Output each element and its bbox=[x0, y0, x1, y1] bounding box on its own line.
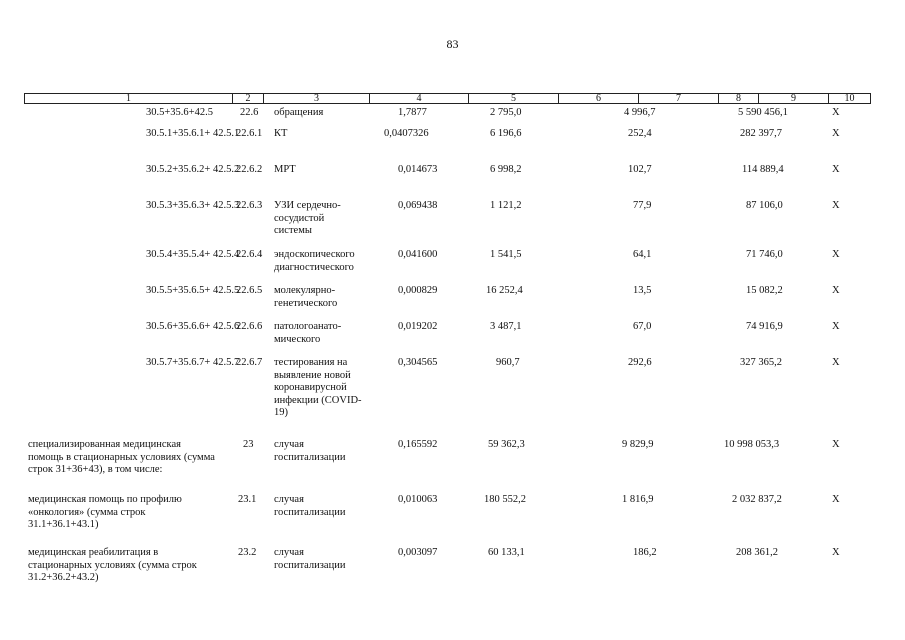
row-col9: 2 032 837,2 bbox=[732, 494, 782, 505]
row-unit: КТ bbox=[274, 128, 288, 139]
row-unit: случая госпитализации bbox=[274, 494, 346, 518]
row-col10: Х bbox=[832, 249, 840, 260]
row-col5: 1 541,5 bbox=[490, 249, 522, 260]
row-col5: 60 133,1 bbox=[488, 547, 525, 558]
row-number: 23.1 bbox=[238, 494, 257, 505]
column-header-1: 1 bbox=[25, 94, 233, 104]
row-col5: 3 487,1 bbox=[490, 321, 522, 332]
row-code: 30.5.7+35.6.7+ 42.5.7 bbox=[146, 357, 240, 368]
row-col10: Х bbox=[832, 128, 840, 139]
row-col9: 15 082,2 bbox=[746, 285, 783, 296]
row-col7: 9 829,9 bbox=[622, 439, 654, 450]
row-code: 30.5.4+35.5.4+ 42.5.4 bbox=[146, 249, 240, 260]
row-code: 30.5.2+35.6.2+ 42.5.2 bbox=[146, 164, 240, 175]
row-code: специализированная медицинская помощь в стационарных условиях (сумма строк 31+36+43), в том числе: bbox=[28, 439, 215, 475]
row-col9: 87 106,0 bbox=[746, 200, 783, 211]
row-unit: случая госпитализации bbox=[274, 439, 346, 463]
row-col9: 282 397,7 bbox=[740, 128, 782, 139]
row-col7: 77,9 bbox=[633, 200, 652, 211]
row-col9: 208 361,2 bbox=[736, 547, 778, 558]
row-code: 30.5.1+35.6.1+ 42.5.1 bbox=[146, 128, 240, 139]
column-header-9: 9 bbox=[759, 94, 829, 104]
row-number: 22.6.2 bbox=[236, 164, 263, 175]
row-col9: 10 998 053,3 bbox=[724, 439, 780, 450]
row-col4: 0,069438 bbox=[398, 200, 438, 211]
row-code: 30.5.3+35.6.3+ 42.5.3 bbox=[146, 200, 240, 211]
row-col7: 102,7 bbox=[628, 164, 652, 175]
row-unit: эндоскопического диагностического bbox=[274, 249, 355, 273]
column-header-5: 5 bbox=[469, 94, 559, 104]
column-header-3: 3 bbox=[264, 94, 370, 104]
row-unit: случая госпитализации bbox=[274, 547, 346, 571]
row-code: 30.5.6+35.6.6+ 42.5.6 bbox=[146, 321, 240, 332]
row-col4: 1,7877 bbox=[398, 107, 427, 118]
row-col9: 327 365,2 bbox=[740, 357, 782, 368]
row-unit: тестирования на выявление новой коронавирусной инфекции (COVID-19) bbox=[274, 357, 362, 418]
row-col4: 0,003097 bbox=[398, 547, 438, 558]
row-col10: Х bbox=[832, 107, 840, 118]
row-number: 22.6.7 bbox=[236, 357, 263, 368]
row-col4: 0,041600 bbox=[398, 249, 438, 260]
row-col9: 71 746,0 bbox=[746, 249, 783, 260]
row-code: 30.5.5+35.6.5+ 42.5.5 bbox=[146, 285, 240, 296]
row-number: 22.6.6 bbox=[236, 321, 263, 332]
row-col7: 13,5 bbox=[633, 285, 652, 296]
row-number: 22.6.3 bbox=[236, 200, 263, 211]
row-unit: УЗИ сердечно-сосудистой системы bbox=[274, 200, 341, 236]
row-col9: 74 916,9 bbox=[746, 321, 783, 332]
row-col5: 1 121,2 bbox=[490, 200, 522, 211]
row-col7: 292,6 bbox=[628, 357, 652, 368]
row-col4: 0,014673 bbox=[398, 164, 438, 175]
row-unit: МРТ bbox=[274, 164, 296, 175]
row-col7: 252,4 bbox=[628, 128, 652, 139]
row-code: медицинская реабилитация в стационарных условиях (сумма строк 31.2+36.2+43.2) bbox=[28, 547, 197, 583]
row-col10: Х bbox=[832, 285, 840, 296]
row-code: 30.5+35.6+42.5 bbox=[146, 107, 213, 118]
row-col5: 180 552,2 bbox=[484, 494, 526, 505]
row-col5: 6 196,6 bbox=[490, 128, 522, 139]
page-number: 83 bbox=[446, 37, 459, 51]
row-col10: Х bbox=[832, 200, 840, 211]
row-col10: Х bbox=[832, 164, 840, 175]
row-col7: 1 816,9 bbox=[622, 494, 654, 505]
row-col7: 67,0 bbox=[633, 321, 652, 332]
row-col4: 0,304565 bbox=[398, 357, 438, 368]
row-col10: Х bbox=[832, 439, 840, 450]
row-unit: обращения bbox=[274, 107, 324, 118]
row-unit: молекулярно-генетического bbox=[274, 285, 338, 309]
row-col4: 0,0407326 bbox=[384, 128, 429, 139]
row-col7: 186,2 bbox=[633, 547, 657, 558]
column-header-2: 2 bbox=[233, 94, 264, 104]
column-header-7: 7 bbox=[639, 94, 719, 104]
row-col10: Х bbox=[832, 547, 840, 558]
row-col10: Х bbox=[832, 494, 840, 505]
column-header-10: 10 bbox=[829, 94, 871, 104]
row-number: 22.6.4 bbox=[236, 249, 263, 260]
row-col5: 6 998,2 bbox=[490, 164, 522, 175]
row-number: 22.6.5 bbox=[236, 285, 263, 296]
row-col5: 960,7 bbox=[496, 357, 520, 368]
row-col4: 0,000829 bbox=[398, 285, 438, 296]
row-number: 23.2 bbox=[238, 547, 257, 558]
row-col7: 4 996,7 bbox=[624, 107, 656, 118]
row-col7: 64,1 bbox=[633, 249, 652, 260]
row-col9: 114 889,4 bbox=[742, 164, 784, 175]
row-col10: Х bbox=[832, 357, 840, 368]
row-number: 22.6 bbox=[240, 107, 259, 118]
row-col10: Х bbox=[832, 321, 840, 332]
row-unit: патологоанато-мического bbox=[274, 321, 342, 345]
column-header-8: 8 bbox=[719, 94, 759, 104]
row-col4: 0,019202 bbox=[398, 321, 438, 332]
column-header-4: 4 bbox=[370, 94, 469, 104]
row-col5: 59 362,3 bbox=[488, 439, 525, 450]
row-col5: 16 252,4 bbox=[486, 285, 523, 296]
row-col4: 0,010063 bbox=[398, 494, 438, 505]
row-code: медицинская помощь по профилю «онкология» (сумма строк 31.1+36.1+43.1) bbox=[28, 494, 182, 530]
column-header-6: 6 bbox=[559, 94, 639, 104]
row-col4: 0,165592 bbox=[398, 439, 438, 450]
row-number: 22.6.1 bbox=[236, 128, 263, 139]
row-col5: 2 795,0 bbox=[490, 107, 522, 118]
row-number: 23 bbox=[243, 439, 254, 450]
row-col9: 5 590 456,1 bbox=[738, 107, 788, 118]
